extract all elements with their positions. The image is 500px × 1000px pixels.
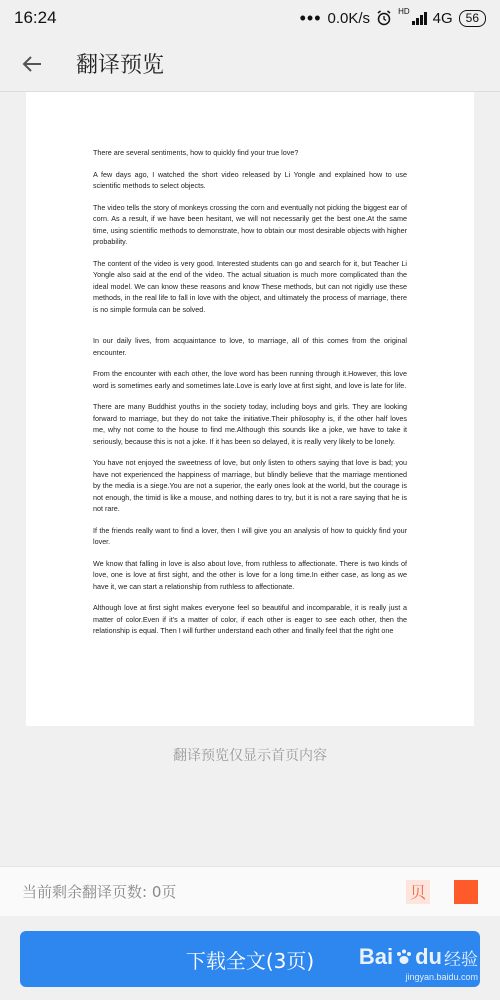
doc-paragraph: In our daily lives, from acquaintance to love, to marriage, all of this comes from the original encounter. xyxy=(93,336,407,357)
document-preview[interactable] xyxy=(26,92,474,726)
app-bar xyxy=(0,36,500,92)
page-title: 翻译预览 xyxy=(76,53,165,78)
status-indicators xyxy=(299,7,486,28)
orange-square-icon[interactable] xyxy=(454,880,478,904)
signal-icon xyxy=(412,11,427,25)
doc-paragraph: Although love at first sight makes everyone feel so beautiful and incomparable, it is really just a matter of color.Even if it's a matter of color, if each other is eager to see each other, then the relationship is equal. Then I will further understand each other and finally feel that the right one xyxy=(93,603,407,635)
back-button[interactable] xyxy=(0,36,64,92)
watermark-logo: Bai du 经验 xyxy=(358,944,478,970)
network-speed: 0.0K/s xyxy=(327,9,371,27)
remaining-pages-text: 当前剩余翻译页数: 0页 xyxy=(22,883,177,901)
status-time: 16:24 xyxy=(14,8,57,27)
more-dots-icon: ••• xyxy=(299,8,322,28)
alarm-icon xyxy=(376,10,392,26)
doc-paragraph: From the encounter with each other, the love word has been running through it.However, this love word is sometimes early and sometimes late.Love is early love at first sight, and love is late for life. xyxy=(93,369,407,390)
battery-level: 56 xyxy=(465,11,479,25)
hd-badge: HD xyxy=(398,7,410,16)
watermark-url: jingyan.baidu.com xyxy=(405,972,478,982)
arrow-left-icon xyxy=(20,52,44,76)
battery-icon xyxy=(459,10,486,27)
doc-paragraph: If the friends really want to find a lover, then I will give you an analysis of how to quickly find your lover. xyxy=(93,525,407,546)
info-bar xyxy=(0,866,500,916)
doc-paragraph: There are many Buddhist youths in the society today, including boys and girls. They are looking forward to marriage, but they do not take the initiative.Their philosophy is, if the other half loves me, why not come to the house to find me.Although this sounds like a joke, we have to take it seriously, because this is not a joke. If it has been so delayed, it is really very likely to be lonely. xyxy=(93,402,407,446)
network-type: 4G xyxy=(432,9,453,27)
doc-paragraph: We know that falling in love is also about love, from ruthless to affectionate. There is two kinds of love, one is love at first sight, and the other is love for a long time.In either case, as long as we have it, we can start a relationship from ruthless to affectionate. xyxy=(93,558,407,591)
preview-note: 翻译预览仅显示首页内容 xyxy=(173,748,327,764)
info-bar-icons xyxy=(406,880,478,904)
doc-paragraph: A few days ago, I watched the short video released by Li Yongle and explained how to use scientific methods to select objects. xyxy=(93,169,407,190)
document-icon[interactable]: 贝 xyxy=(406,880,430,904)
doc-paragraph: The video tells the story of monkeys crossing the corn and eventually not picking the biggest ear of corn. As a result, if we have been hesitant, we will not necessarily get the best one.At the same time, using scientific methods to demonstrate, how to obtain our most desirable objects with higher probability. xyxy=(93,202,407,246)
doc-paragraph: You have not enjoyed the sweetness of love, but only listen to others saying that love is bad; you have not experienced the happiness of marriage, but blindly believe that the marriage mentioned by the media is a siege.You are not a superior, the early ones look at the world, but the courage is not enough, the timid is like a mouse, and nothing dares to try, but it is not a rare saying that he is not rare. xyxy=(93,458,407,513)
status-bar xyxy=(0,0,500,36)
doc-paragraph: The content of the video is very good. Interested students can go and search for it, but Teacher Li Yongle also said at the end of the video. The actual situation is much more complicated than the ideal model. We can know these reasons and know These methods, but can not rigidly use these methods, in the real life to fall in love with the object, and ultimately the process of marriage, there is no simple formula can be solved. xyxy=(93,258,407,314)
document-body xyxy=(93,147,407,647)
download-full-text-button[interactable]: 下载全文(3页) xyxy=(20,931,480,987)
doc-paragraph: There are several sentiments, how to quickly find your true love? xyxy=(93,148,299,157)
